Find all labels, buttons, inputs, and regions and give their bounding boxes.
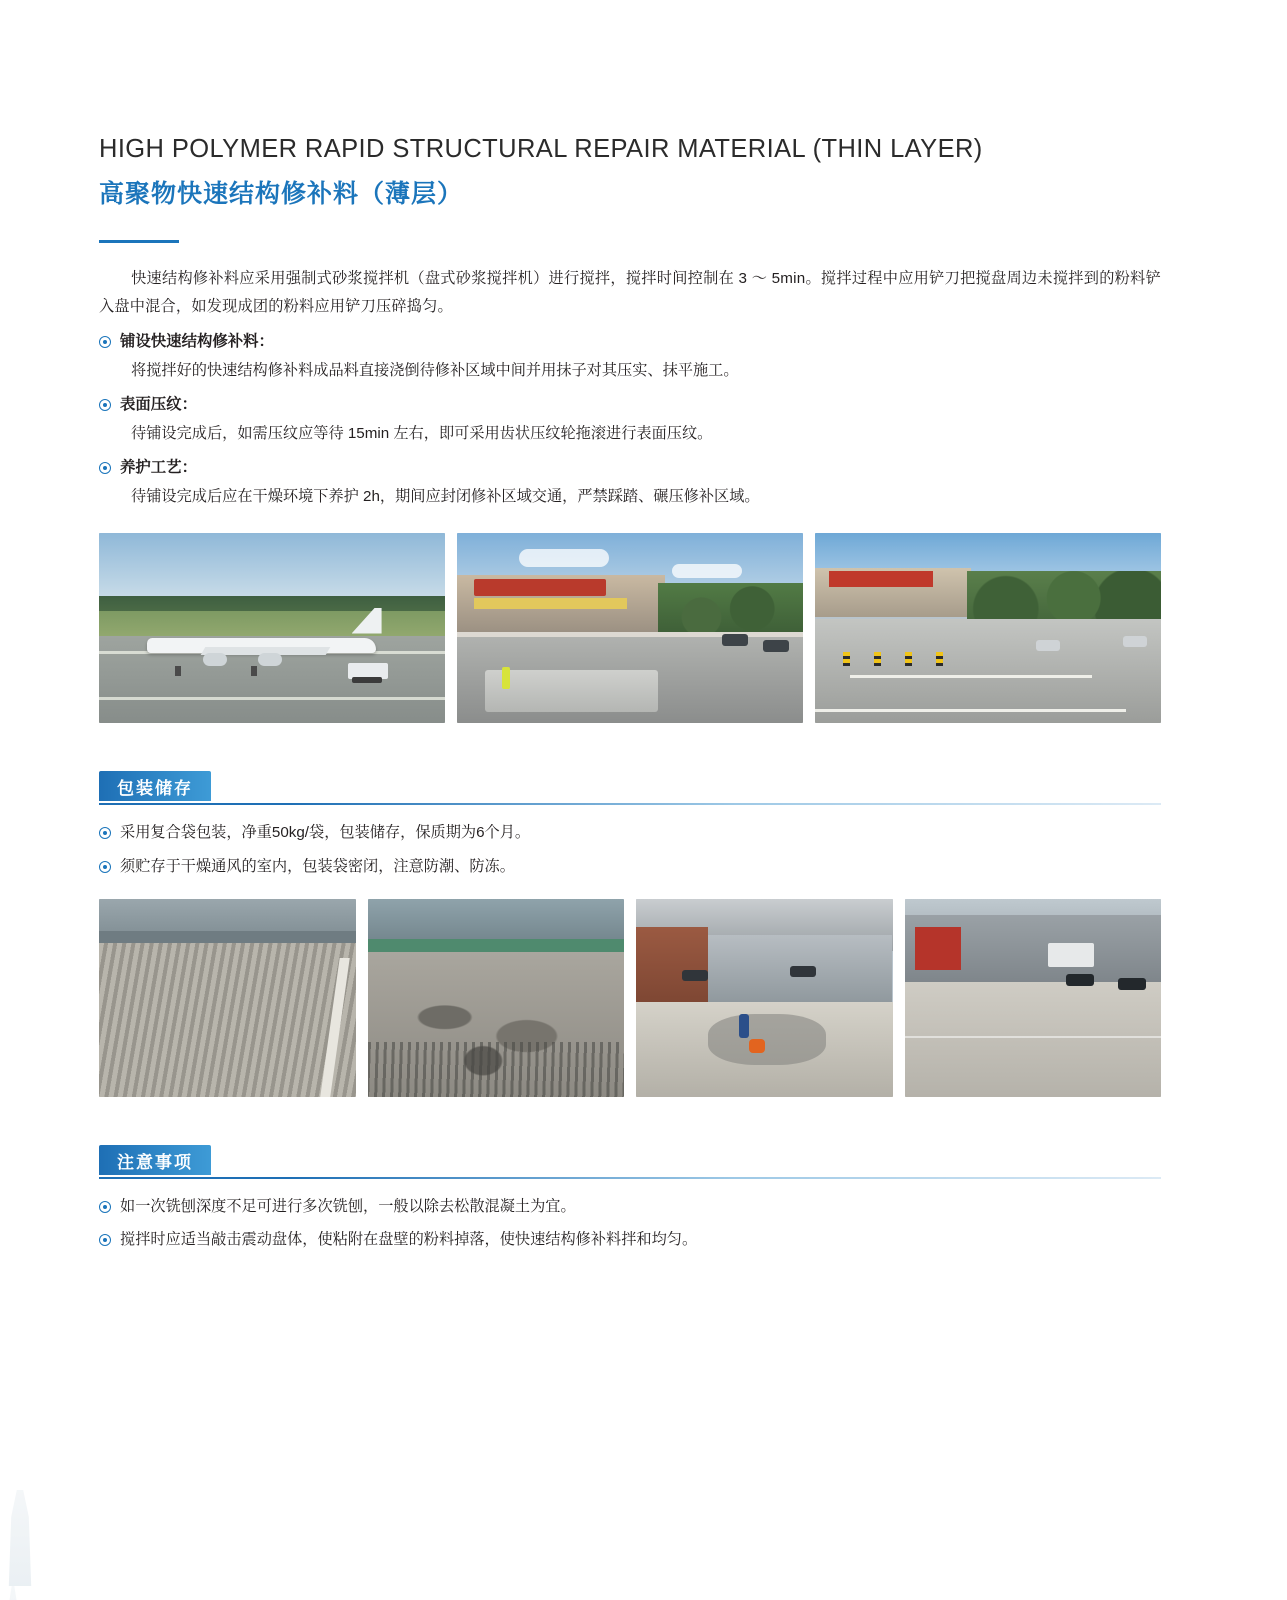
- photo-shop-sign: [829, 571, 933, 586]
- section-item-row: [99, 1195, 1161, 1219]
- photo-sky: [99, 533, 445, 605]
- ring-bullet-icon: [99, 861, 111, 873]
- ring-bullet-icon: [99, 1234, 111, 1246]
- photo-apron-marking: [99, 697, 445, 700]
- photo-car: [722, 634, 748, 646]
- photo-airport-runway: [99, 533, 445, 723]
- watermark-tower-icon: [0, 1490, 40, 1586]
- section-underline: [99, 803, 1161, 805]
- photo-lane-marking: [815, 709, 1126, 712]
- photo-landing-gear: [251, 666, 257, 676]
- photo-finished-pavement: [905, 899, 1162, 1097]
- step-detail-text: 将搅拌好的快速结构修补料成品料直接浇倒待修补区域中间并用抹子对其压实、抹平施工。: [131, 362, 739, 380]
- section-precautions: [99, 1145, 1161, 1253]
- photo-tined-pavement: [99, 899, 356, 1097]
- section-item-text: 搅拌时应适当敲击震动盘体，使粘附在盘壁的粉料掉落，使快速结构修补料拌和均匀。: [120, 1231, 698, 1249]
- photo-damaged-pavement: [368, 899, 625, 1097]
- photo-service-truck: [348, 663, 388, 679]
- photo-shop-sign: [474, 579, 605, 596]
- ring-bullet-icon: [99, 1201, 111, 1213]
- photo-car: [1036, 640, 1060, 651]
- step-detail-text: 待铺设完成后，如需压纹应等待 15min 左右，即可采用齿状压纹轮拖滚进行表面压纹。: [131, 424, 713, 442]
- page-title-english: HIGH POLYMER RAPID STRUCTURAL REPAIR MATERIAL (THIN LAYER): [99, 135, 983, 163]
- photo-cloud: [519, 549, 609, 567]
- section-item-row: [99, 855, 1161, 879]
- ring-bullet-icon: [99, 827, 111, 839]
- intro-paragraph-text: 快速结构修补料应采用强制式砂浆搅拌机（盘式砂浆搅拌机）进行搅拌，搅拌时间控制在 3 ～ 5min。搅拌过程中应用铲刀把搅盘周边未搅拌到的粉料铲入盘中混合，如发现成团的粉料应用铲刀压碎捣匀。: [99, 270, 1161, 316]
- photo-fresh-mortar: [708, 1014, 826, 1065]
- step-heading-row: [99, 393, 1161, 417]
- step-heading-row: [99, 456, 1161, 480]
- photo-road: [815, 619, 1161, 724]
- footer-watermark: [0, 1490, 1287, 1600]
- section-item-row: [99, 821, 1161, 845]
- photo-slab-joint: [905, 1036, 1162, 1038]
- photo-barrier: [99, 931, 356, 943]
- photo-traffic-cone: [843, 652, 850, 666]
- photo-shop-sign: [915, 927, 961, 971]
- page-content: [99, 135, 1161, 1253]
- photo-car: [1066, 974, 1094, 986]
- photo-pavement-grooves: [368, 1042, 625, 1097]
- step-heading-row: [99, 330, 1161, 354]
- photo-street-shops: [457, 533, 803, 723]
- step-heading-label: 铺设快速结构修补料：: [120, 333, 274, 351]
- photo-trees: [967, 571, 1161, 624]
- section-header: [99, 771, 1161, 805]
- photo-concrete-slab: [905, 982, 1162, 1097]
- section-underline: [99, 1177, 1161, 1179]
- photo-truck: [1048, 943, 1094, 967]
- photo-car: [1123, 636, 1147, 647]
- step-heading-label: 养护工艺：: [120, 458, 197, 476]
- photo-worker: [502, 667, 510, 689]
- photo-guardrail: [368, 939, 625, 953]
- photo-airplane-engine: [258, 653, 282, 666]
- photo-car: [1118, 978, 1146, 990]
- photo-shop-sign-secondary: [474, 598, 626, 609]
- title-divider: [99, 240, 179, 243]
- section-packaging-storage: [99, 771, 1161, 1097]
- photo-cloud: [672, 564, 742, 578]
- photo-car: [763, 640, 789, 652]
- section-body: [99, 1195, 1161, 1253]
- photo-car: [682, 970, 708, 981]
- section-tab-label: 注意事项: [99, 1145, 211, 1175]
- photo-traffic-cone: [874, 652, 881, 666]
- ring-bullet-icon: [99, 399, 111, 411]
- step-heading-label: 表面压纹：: [120, 395, 197, 413]
- watermark-tower-icon: [0, 1586, 26, 1600]
- photo-gas-station-repair: [636, 899, 893, 1097]
- ring-bullet-icon: [99, 336, 111, 348]
- section-item-text: 如一次铣刨深度不足可进行多次铣刨，一般以除去松散混凝土为宜。: [120, 1198, 576, 1216]
- step-detail-text: 待铺设完成后应在干燥环境下养护 2h，期间应封闭修补区域交通，严禁踩踏、碾压修补区域。: [131, 487, 760, 505]
- photo-lane-marking: [850, 675, 1092, 678]
- section-item-text: 采用复合袋包装，净重50kg/袋，包装储存，保质期为6个月。: [120, 824, 531, 842]
- section-item-text: 须贮存于干燥通风的室内，包装袋密闭，注意防潮、防冻。: [120, 857, 515, 875]
- photo-airplane-engine: [203, 653, 227, 666]
- section-body: [99, 821, 1161, 879]
- photo-worker: [739, 1014, 749, 1038]
- photo-road-cones: [815, 533, 1161, 723]
- photo-repair-patch: [485, 670, 658, 712]
- photo-gallery-top: [99, 533, 1161, 723]
- photo-pavement-texture: [99, 943, 356, 1097]
- page-title-chinese: 高聚物快速结构修补料（薄层）: [99, 180, 464, 208]
- ring-bullet-icon: [99, 462, 111, 474]
- photo-worker-kneeling: [749, 1039, 765, 1053]
- photo-landing-gear: [175, 666, 181, 676]
- intro-paragraph: [99, 265, 1161, 321]
- section-tab-label: 包装储存: [99, 771, 211, 801]
- photo-traffic-cone: [936, 652, 943, 666]
- photo-traffic-cone: [905, 652, 912, 666]
- photo-car: [790, 966, 816, 977]
- section-header: [99, 1145, 1161, 1179]
- photo-gallery-middle: [99, 899, 1161, 1097]
- photo-curb: [457, 632, 803, 637]
- section-item-row: [99, 1228, 1161, 1252]
- photo-grass: [99, 611, 445, 638]
